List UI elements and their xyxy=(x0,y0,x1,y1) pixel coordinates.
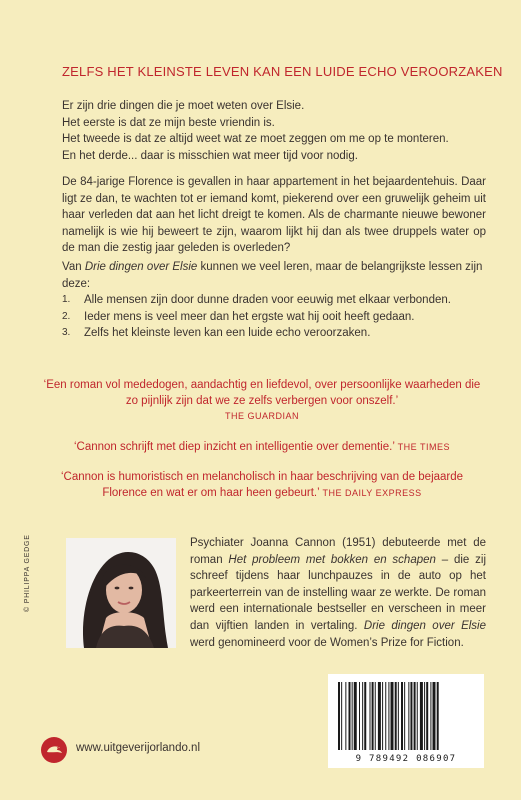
quote-source: THE DAILY EXPRESS xyxy=(322,487,422,498)
barcode-bar xyxy=(349,682,351,750)
barcode-bar xyxy=(382,682,383,750)
intro-line: Het eerste is dat ze mijn beste vriendin is. xyxy=(62,116,275,129)
barcode-bar xyxy=(345,682,346,750)
barcode-bar xyxy=(410,682,412,750)
barcode-bar xyxy=(338,682,340,750)
lessons-list xyxy=(62,292,486,342)
bio-text: Psychiater Joanna Cannon (1951) debuteerde met de roman xyxy=(190,537,486,566)
list-number: 1. xyxy=(62,294,71,306)
photo-credit: © PHILIPPA GEDGE xyxy=(24,534,31,612)
lessons-lead-prefix: Van xyxy=(62,261,85,273)
lessons-lead-suffix: kunnen we veel leren, maar de belangrijkste lessen zijn deze: xyxy=(62,261,483,290)
barcode-bar xyxy=(414,682,416,750)
bio-text: werd genomineerd voor de Women’s Prize for Fiction. xyxy=(190,636,464,649)
review-quote xyxy=(40,378,484,425)
barcode-bar xyxy=(341,682,342,750)
list-text: Ieder mens is veel meer dan het ergste wat hij ooit heeft gedaan. xyxy=(84,310,415,323)
barcode-bar xyxy=(433,682,436,750)
barcode-bar xyxy=(354,682,357,750)
intro-line: Er zijn drie dingen die je moet weten over Elsie. xyxy=(62,100,305,112)
barcode-bar xyxy=(375,682,376,750)
list-text: Zelfs het kleinste leven kan een luide echo veroorzaken. xyxy=(84,327,371,340)
book-title: Het probleem met bokken en schapen xyxy=(228,553,436,566)
barcode-bar xyxy=(372,682,374,750)
quote-text: ‘Cannon schrijft met diep inzicht en intelligentie over dementie.’ xyxy=(73,440,395,453)
barcode-bar xyxy=(417,682,418,750)
author-photo xyxy=(66,538,176,648)
list-item xyxy=(62,325,486,342)
quote-text: ‘Een roman vol mededogen, aandachtig en liefdevol, over persoonlijke waarheden die zo pijnlijk zijn dat we ze zelfs verbergen voor onszelf.’ xyxy=(43,379,481,407)
quote-source: THE GUARDIAN xyxy=(224,411,299,421)
barcode-bar xyxy=(385,682,386,750)
barcode-bar xyxy=(395,682,397,750)
orlando-bird-icon xyxy=(40,736,68,764)
review-quote xyxy=(40,470,484,501)
intro-line: En het derde... daar is misschien wat meer tijd voor nodig. xyxy=(62,149,358,162)
publisher-website-link[interactable]: www.uitgeverijorlando.nl xyxy=(76,742,201,754)
quote-source: THE TIMES xyxy=(397,441,450,452)
barcode-bar xyxy=(401,682,403,750)
lessons xyxy=(62,259,486,342)
book-title: Drie dingen over Elsie xyxy=(84,261,198,273)
publisher-logo[interactable] xyxy=(40,736,68,764)
synopsis: De 84-jarige Florence is gevallen in haar appartement in het bejaardentehuis. Daar ligt ze dan, te wachten tot er iemand komt, piekerend over een gruwelijk geheim uit haar verleden dat aan het licht dreigt te komen. Als de charmante nieuwe bewoner namelijk is wie hij beweert te zijn, waarom lijkt hij dan als twee druppels water op de man die zestig jaar geleden is overleden? xyxy=(62,176,486,255)
barcode-bar xyxy=(364,682,366,750)
tagline: ZELFS HET KLEINSTE LEVEN KAN EEN LUIDE ECHO VEROORZAKEN xyxy=(62,64,503,79)
barcode-bar xyxy=(404,682,405,750)
intro-lines xyxy=(62,98,482,164)
list-text: Alle mensen zijn door dunne draden voor eeuwig met elkaar verbonden. xyxy=(84,294,451,307)
review-quotes xyxy=(40,378,484,516)
barcode-bar xyxy=(408,682,409,750)
author-portrait-image xyxy=(66,538,176,648)
bio-text: – die zij schreef tijdens haar lunchpauzes in de auto op het parkeerterrein van de instelling waar ze werkte. De roman werd een internationale bestseller en verscheen in meer dan vijftien landen in vertaling. xyxy=(190,553,486,632)
barcode-bar xyxy=(378,682,381,750)
intro-line: Het tweede is dat ze altijd weet wat ze moet zeggen om me op te monteren. xyxy=(62,133,449,146)
barcode-bar xyxy=(437,682,439,750)
isbn-number: 9 789492 086907 xyxy=(355,754,457,764)
barcode-bar xyxy=(362,682,363,750)
barcode-bar xyxy=(424,682,425,750)
barcode-bar xyxy=(352,682,353,750)
barcode-bar xyxy=(391,682,394,750)
barcode-bar xyxy=(388,682,389,750)
quote-text: ‘Cannon is humoristisch en melancholisch in haar beschrijving van de bejaarde Florence en wat er om haar heen gebeurt.’ xyxy=(60,471,464,499)
isbn-barcode xyxy=(328,674,484,768)
barcode-bar xyxy=(398,682,399,750)
list-item xyxy=(62,292,486,309)
review-quote xyxy=(40,440,484,456)
lessons-lead xyxy=(62,259,486,292)
book-title: Drie dingen over Elsie xyxy=(363,619,486,632)
barcode-bar xyxy=(430,682,431,750)
barcode-icon xyxy=(328,674,484,754)
barcode-bar xyxy=(370,682,371,750)
barcode-bar xyxy=(359,682,360,750)
list-number: 2. xyxy=(62,310,71,322)
list-item xyxy=(62,309,486,326)
list-number: 3. xyxy=(62,327,71,339)
barcode-bar xyxy=(426,682,428,750)
barcode-bar xyxy=(420,682,423,750)
author-bio xyxy=(190,535,486,651)
